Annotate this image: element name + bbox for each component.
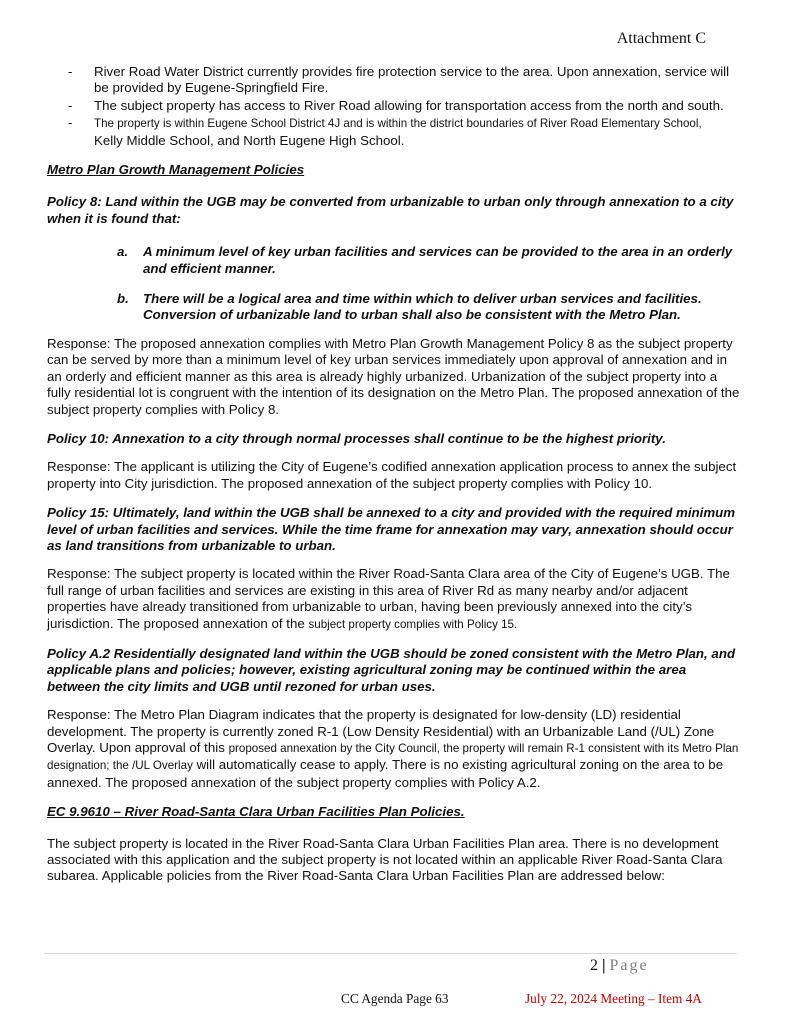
- policy-8-item-b: [47, 291, 742, 324]
- ec-policies-heading: EC 9.9610 – River Road-Santa Clara Urban Facilities Plan Policies.: [47, 804, 465, 820]
- policy-a2-response: [47, 707, 742, 791]
- response-text-small: subject property complies with Policy 15.: [308, 617, 518, 631]
- footer-divider: [44, 953, 737, 954]
- list-item: [47, 115, 742, 149]
- bullet-dash: -: [68, 64, 73, 79]
- item-marker: b.: [117, 291, 129, 307]
- policy-8-title: Policy 8: Land within the UGB may be converted from urbanizable to urban only through annexation to a city when it is found that:: [47, 194, 734, 226]
- meeting-label: July 22, 2024 Meeting – Item 4A: [525, 991, 702, 1006]
- policy-8-item-a: [47, 244, 742, 277]
- attachment-label: Attachment C: [616, 30, 706, 47]
- list-item: [47, 64, 742, 97]
- growth-management-heading: Metro Plan Growth Management Policies: [47, 162, 305, 178]
- item-text: There will be a logical area and time within which to deliver urban services and facilities. Conversion of urbanizable land to urban shall also be consistent with the Metro Plan.: [143, 291, 702, 323]
- bullet-text: Kelly Middle School, and North Eugene High School.: [94, 132, 405, 148]
- policy-15-title: Policy 15: Ultimately, land within the UGB shall be annexed to a city and provided with the required minimum level of urban facilities and services. While the time frame for annexation may vary, annexation should occur as land transitions from urbanizable to urban.: [47, 505, 736, 553]
- page-number-value: 2: [590, 957, 598, 974]
- policy-8-response: Response: The proposed annexation complies with Metro Plan Growth Management Policy 8 as the subject property can be served by more than a minimum level of key urban services immediately upon approval of annexation and in an orderly and efficient manner as this area is already highly urbanized. Urbanization of the subject property into a fully residential lot is congruent with the intention of its designation on the Metro Plan. The proposed annexation of the subject property complies with Policy 8.: [47, 335, 740, 417]
- bullet-dash: -: [68, 115, 73, 131]
- policy-10-title: Policy 10: Annexation to a city through normal processes shall continue to be the highest priority.: [47, 430, 666, 446]
- response-text: Response: The Metro Plan Diagram indicates that the property is designated for low-density (LD) residential development. The property is currently zoned R-1 (Low Density Residential) with an Urbanizable Land (/UL) Zone Overlay. Upon approval of this: [47, 707, 715, 755]
- page-separator: |: [602, 957, 606, 974]
- ec-paragraph: The subject property is located in the River Road-Santa Clara Urban Facilities Plan area. There is no development associated with this application and the subject property is not located within an applicable River Road-Santa Clara subarea. Applicable policies from the River Road-Santa Clara Urban Facilities Plan are addressed below:: [47, 835, 723, 884]
- bullet-text-small: The property is within Eugene School District 4J and is within the district boundaries of River Road Elementary School,: [94, 117, 702, 131]
- agenda-page-label: CC Agenda Page 63: [341, 991, 449, 1006]
- page-word: Page: [609, 957, 649, 974]
- response-text-small: proposed annexation by the City Council, the property will remain R-1 consistent with its Metro Plan designation; the /UL Overlay: [47, 742, 739, 773]
- list-item: [47, 98, 742, 114]
- page-body: [47, 64, 742, 885]
- page-number: [590, 957, 649, 975]
- policy-15-response: [47, 566, 742, 633]
- bullet-text: The subject property has access to River Road allowing for transportation access from the north and south.: [94, 97, 724, 113]
- item-text: A minimum level of key urban facilities and services can be provided to the area in an orderly and efficient manner.: [143, 244, 733, 276]
- bullet-text: River Road Water District currently provides fire protection service to the area. Upon annexation, service will be provided by Eugene-Springfield Fire.: [94, 64, 730, 96]
- policy-a2-title: Policy A.2 Residentially designated land within the UGB should be zoned consistent with the Metro Plan, and applicable plans and policies; however, existing agricultural zoning may be continued within the area between the city limits and UGB until rezoned for urban uses.: [47, 645, 736, 694]
- policy-10-response: Response: The applicant is utilizing the City of Eugene’s codified annexation application process to annex the subject property into City jurisdiction. The proposed annexation of the subject property complies with Policy 10.: [47, 459, 737, 491]
- bullet-dash: -: [68, 97, 73, 113]
- response-text: Response: The subject property is located within the River Road-Santa Clara area of the City of Eugene’s UGB. The full range of urban facilities and services are existing in this area of River Rd as many nearby and/or adjacent properties have already transitioned from urbanizable to urban, having been previously annexed into the city’s jurisdiction. The proposed annexation of the: [47, 566, 730, 631]
- response-text: will automatically cease to apply. There is no existing agricultural zoning on the area to be annexed. The proposed annexation of the subject property complies with Policy A.2.: [47, 757, 724, 790]
- item-marker: a.: [117, 244, 129, 260]
- service-bullet-list: [47, 64, 742, 149]
